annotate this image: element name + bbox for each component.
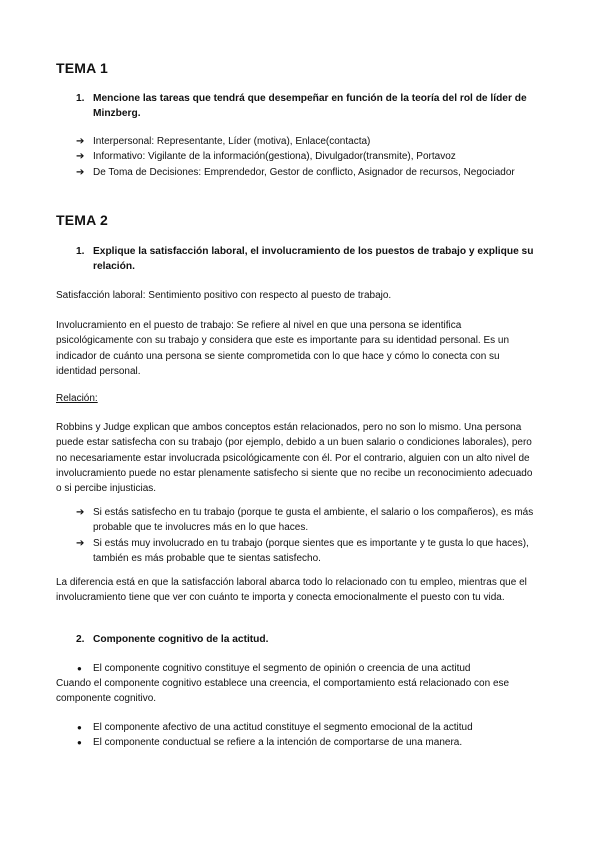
question-text: Explique la satisfacción laboral, el involucramiento de los puestos de trabajo y explique su relación. xyxy=(93,246,534,272)
relacion-list xyxy=(76,505,546,566)
bullet-icon: ● xyxy=(77,723,82,732)
componentes-list xyxy=(76,720,546,751)
arrow-bullet-icon: ➔ xyxy=(76,537,85,549)
question-text: Mencione las tareas que tendrá que desempeñar en función de la teoría del rol de líder de Minzberg. xyxy=(93,93,527,119)
list-item: ● El componente cognitivo constituye el segmento de opinión o creencia de una actitud xyxy=(76,661,546,676)
tema1-roles-list xyxy=(76,134,546,180)
question-number: 2. xyxy=(76,634,85,645)
list-item: ➔ Informativo: Vigilante de la información(gestiona), Divulgador(transmite), Portavoz xyxy=(76,149,546,164)
list-item: ➔ Si estás muy involucrado en tu trabajo (porque sientes que es importante y te gusta lo que haces), también es más probable que te sientas satisfecho. xyxy=(76,537,529,564)
tema2-question-2 xyxy=(76,632,536,647)
arrow-bullet-icon: ➔ xyxy=(76,166,85,178)
list-item: ➔ De Toma de Decisiones: Emprendedor, Gestor de conflicto, Asignador de recursos, Negociador xyxy=(76,165,546,180)
bullet-icon: ● xyxy=(77,738,82,748)
list-item: ● El componente conductual se refiere a la intención de comportarse de una manera. xyxy=(76,735,546,750)
tema1-heading: TEMA 1 xyxy=(56,60,109,76)
list-item: ➔ Si estás satisfecho en tu trabajo (porque te gusta el ambiente, el salario o los compañeros), es más probable que te involucres más en lo que haces. xyxy=(76,507,534,534)
list-item: ➔ Interpersonal: Representante, Líder (motiva), Enlace(contacta) xyxy=(76,134,546,149)
arrow-bullet-icon: ➔ xyxy=(76,151,85,163)
question-number: 1. xyxy=(76,246,85,257)
involucramiento-paragraph: Involucramiento en el puesto de trabajo: Se refiere al nivel en que una persona se identifica psicológicamente con su trabajo y considera que este es importante para su identidad personal. Es un indicador de cuánto una persona se siente comprometida con lo que hace y cómo lo conecta con su identidad personal. xyxy=(56,320,510,377)
question-text: Componente cognitivo de la actitud. xyxy=(93,634,269,645)
bullet-icon: ● xyxy=(77,664,82,673)
question-number: 1. xyxy=(76,93,85,104)
arrow-bullet-icon: ➔ xyxy=(76,136,85,147)
arrow-bullet-icon: ➔ xyxy=(76,507,85,518)
diferencia-paragraph: La diferencia está en que la satisfacción laboral abarca todo lo relacionado con tu empleo, mientras que el involucramiento tiene que ver con cuánto te importa y conecta emocionalmente el puesto con tu vida. xyxy=(56,577,527,604)
relacion-label: Relación: xyxy=(56,393,98,404)
robbins-paragraph: Robbins y Judge explican que ambos conceptos están relacionados, pero no son lo mismo. Una persona puede estar satisfecha con su trabajo (por ejemplo, debido a un buen salario o condiciones laborales), pero no necesariamente estar involucrada psicológicamente con él. Por el contrario, alguien con un alto nivel de involucramiento puede no estar plenamente satisfecho si siente que no recibe un reconocimiento adecuado o si percibe injusticias. xyxy=(56,422,533,495)
list-item: ● El componente afectivo de una actitud constituye el segmento emocional de la actitud xyxy=(76,720,546,735)
tema2-heading: TEMA 2 xyxy=(56,212,109,228)
cognitivo-bullet xyxy=(76,661,546,676)
satisfaccion-paragraph: Satisfacción laboral: Sentimiento positivo con respecto al puesto de trabajo. xyxy=(56,290,392,301)
tema2-question-1 xyxy=(76,244,536,274)
tema1-question-1 xyxy=(76,91,536,121)
cognitivo-paragraph: Cuando el componente cognitivo establece una creencia, el comportamiento está relacionado con ese componente cognitivo. xyxy=(56,678,510,705)
